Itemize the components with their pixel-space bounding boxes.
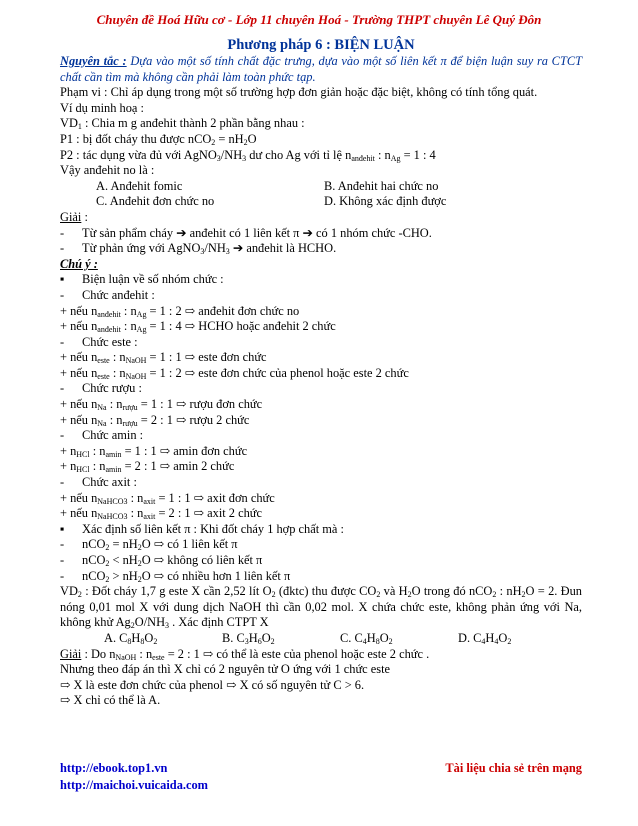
page-header: Chuyên đề Hoá Hữu cơ - Lớp 11 chuyên Hoá - Trường THPT chuyên Lê Quý Đôn xyxy=(96,12,542,27)
q2-option-d: D. $C_4H_4O_2$ xyxy=(458,630,512,646)
principle-paragraph xyxy=(60,54,582,85)
q1-options-row-1 xyxy=(60,179,582,195)
q2-option-b: B. $C_3H_6O_2$ xyxy=(222,630,275,646)
square-bullet-icon: ▪ xyxy=(60,272,65,287)
footer-note: Tài liệu chia sẻ trên mạng xyxy=(445,761,582,775)
solution-2-line-3: ⇨ X là este đơn chức của phenol ⇨ X có số nguyên tử C > 6. xyxy=(60,677,365,692)
p2-line: P2 : tác dụng vừa đủ với $AgNO_3/NH_3$ dư cho Ag với tỉ lệ $n_{anđehit}$ : $n_{Ag} = 1$ : 4 xyxy=(60,147,436,163)
q1-option-a: A. Anđehit fomic xyxy=(96,178,183,193)
note-list xyxy=(60,272,582,584)
footer-link-ebook[interactable]: http://ebook.top1.vn xyxy=(60,761,168,775)
note-item: - Chức anđehit : xyxy=(60,287,155,302)
dash-marker: - xyxy=(60,475,65,490)
dash-marker: - xyxy=(60,537,65,552)
principle-text: Dựa vào một số tính chất đặc trưng, dựa vào một số liên kết π để biện luận suy ra CTCT chất cần tìm mà không cần phải làm toàn phức tạp. xyxy=(60,54,582,84)
note-item: ▪ Biện luận về số nhóm chức : xyxy=(60,272,224,287)
note-item: + nếu $n_{anđehit}$ : $n_{Ag} = 1$ : 2 ⇨ anđehit đơn chức no xyxy=(60,303,300,319)
note-item: - Chức amin : xyxy=(60,428,144,443)
arrow-icon: ➔ xyxy=(176,225,187,240)
example-heading: Ví dụ minh hoạ : xyxy=(60,100,144,115)
dash-marker: - xyxy=(60,428,65,443)
p1-line: P1 : bị đốt cháy thu được $nCO_2 = nH_2O$ xyxy=(60,131,257,147)
dash-marker: - xyxy=(60,334,65,349)
dash-marker: - xyxy=(60,381,65,396)
square-bullet-icon: ▪ xyxy=(60,521,65,536)
note-item: + nếu $n_{anđehit}$ : $n_{Ag} = 1$ : 4 ⇨ HCHO hoặc anđehit 2 chức xyxy=(60,319,336,335)
note-item: - Chức axit : xyxy=(60,475,137,490)
note-item: + nếu $n_{este}$ : $n_{NaOH} = 1$ : 2 ⇨ este đơn chức của phenol hoặc este 2 chức xyxy=(60,365,409,381)
document-body xyxy=(60,36,582,709)
q1-options-row-2 xyxy=(60,194,582,210)
note-item: ▪ Xác định số liên kết π : Khi đốt cháy 1 hợp chất mà : xyxy=(60,521,344,536)
note-item: - $nCO_2 = nH_2O$ ⇨ có 1 liên kết π xyxy=(60,537,238,553)
q2-option-a: A. $C_8H_8O_2$ xyxy=(104,630,158,646)
note-item: + $n_{HCl}$ : $n_{amin} = 2$ : 1 ⇨ amin 2 chức xyxy=(60,459,235,475)
solution-2-line-4: ⇨ X chỉ có thể là A. xyxy=(60,693,161,708)
note-item: - $nCO_2 > nH_2O$ ⇨ có nhiều hơn 1 liên kết π xyxy=(60,568,291,584)
principle-label: Nguyên tắc : xyxy=(60,54,127,68)
dash-marker: - xyxy=(60,553,65,567)
scope-line: Phạm vi : Chỉ áp dụng trong một số trường hợp đơn giản hoặc đặc biệt, không có tính tổng quát. xyxy=(60,85,538,100)
note-item: + $n_{HCl}$ : $n_{amin} = 1$ : 1 ⇨ amin đơn chức xyxy=(60,443,248,459)
vd2-paragraph: $VD_2$ : Đốt cháy 1,7 g este X cần 2,52 lít $O_2$ (đktc) thu được $CO_2$ và $H_2O$ trong đó nCO$_2$ : $nH_2O = 2$. Đun nóng 0,01 mol X với dung dịch NaOH thì cần 0,02 mol. X chứa chức este, không phản ứng với Na, không khử $Ag_2O/NH_3$ . Xác định CTPT X xyxy=(60,584,582,631)
q2-options xyxy=(60,631,582,647)
solution-2-line-2: Nhưng theo đáp án thì X chỉ có 2 nguyên tử O ứng với 1 chức este xyxy=(60,662,391,677)
solution-2-line-1: Giải : Do $n_{NaOH}$ : $n_{este} = 2$ : 1 ⇨ có thể là este của phenol hoặc este 2 chức . xyxy=(60,646,430,662)
note-item: + nếu $n_{Na}$ : $n_{rượu} = 1$ : 1 ⇨ rượu đơn chức xyxy=(60,397,263,413)
solution-line-2: - Từ phản ứng với $AgNO_3/NH_3$ ➔ anđehit là HCHO. xyxy=(60,241,337,257)
q1-option-d: D. Không xác định được xyxy=(324,194,447,209)
q1-option-b: B. Anđehit hai chức no xyxy=(324,178,439,193)
footer-link-maichoi[interactable]: http://maichoi.vuicaida.com xyxy=(60,778,208,792)
note-item: - Chức este : xyxy=(60,334,138,349)
arrow-icon: ➔ xyxy=(302,225,313,240)
arrow-icon: ➔ xyxy=(232,241,244,256)
question-1: Vậy anđehit no là : xyxy=(60,163,155,178)
solution-line-1: - Từ sản phẩm cháy ➔ anđehit có 1 liên kết π ➔ có 1 nhóm chức -CHO. xyxy=(60,225,432,240)
vd1-line: $VD_1$ : Chia m g anđehit thành 2 phần bằng nhau : xyxy=(60,116,305,132)
q2-option-c: C. $C_4H_8O_2$ xyxy=(340,630,393,646)
note-item: + nếu $n_{Na}$ : $n_{rượu} = 2$ : 1 ⇨ rượu 2 chức xyxy=(60,412,250,428)
q1-option-c: C. Anđehit đơn chức no xyxy=(96,194,215,209)
note-item: + nếu $n_{NaHCO3}$ : $n_{axit} = 1$ : 1 ⇨ axit đơn chức xyxy=(60,490,275,506)
dash-marker: - xyxy=(60,568,65,583)
note-item: - $nCO_2 < nH_2O$ ⇨ không có liên kết π xyxy=(60,553,263,568)
note-item: + nếu $n_{NaHCO3}$ : $n_{axit} = 2$ : 1 ⇨ axit 2 chức xyxy=(60,506,263,522)
note-item: - Chức rượu : xyxy=(60,381,142,396)
note-heading: Chú ý : xyxy=(60,256,98,271)
note-item: + nếu $n_{este}$ : $n_{NaOH} = 1$ : 1 ⇨ este đơn chức xyxy=(60,350,267,366)
page-footer xyxy=(60,760,582,794)
page-title: Phương pháp 6 : BIỆN LUẬN xyxy=(227,37,415,53)
solution-heading: Giải : xyxy=(60,209,88,224)
dash-marker: - xyxy=(60,287,65,302)
